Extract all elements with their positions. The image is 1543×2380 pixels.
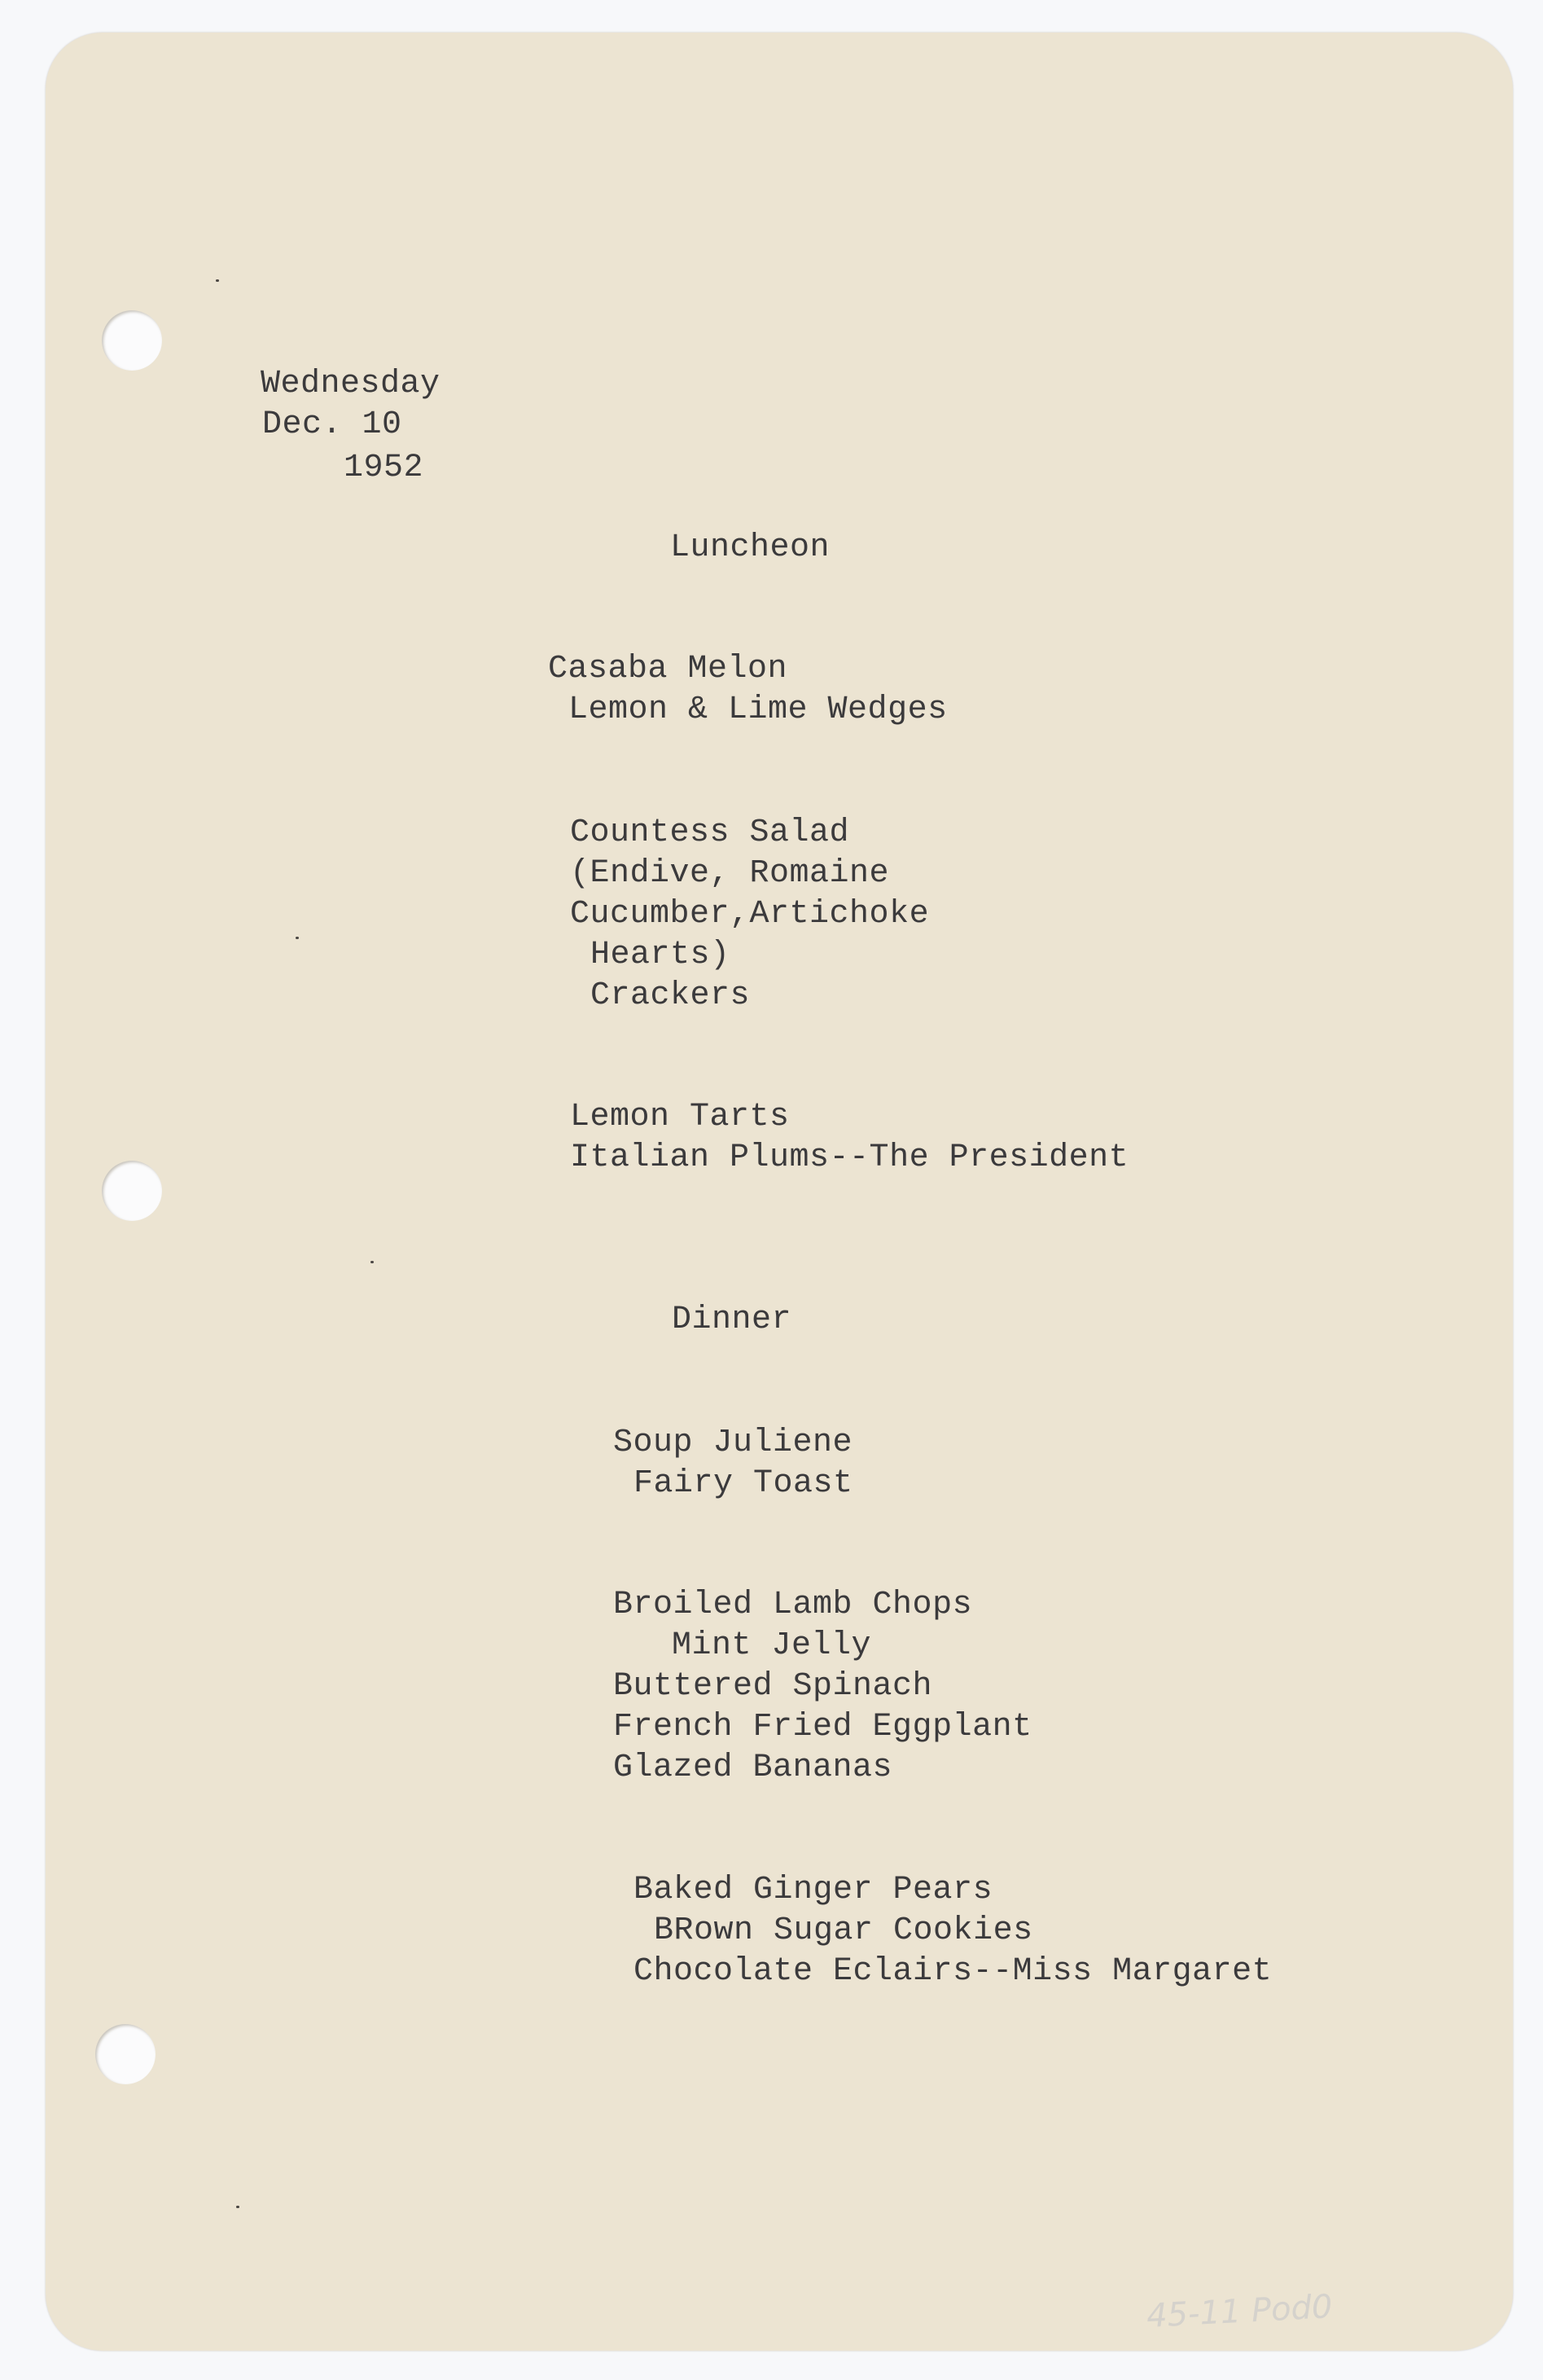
- menu-item: Crackers: [590, 977, 751, 1014]
- menu-item: BRown Sugar Cookies: [654, 1912, 1033, 1949]
- menu-item: French Fried Eggplant: [613, 1709, 1032, 1745]
- menu-item: Lemon & Lime Wedges: [568, 692, 948, 728]
- menu-item: Baked Ginger Pears: [633, 1872, 993, 1908]
- menu-item: Hearts): [590, 937, 730, 973]
- menu-item: Glazed Bananas: [613, 1750, 893, 1786]
- binder-hole-top: [102, 310, 162, 371]
- menu-item: Fairy Toast: [633, 1465, 853, 1502]
- menu-item: Mint Jelly: [672, 1627, 872, 1664]
- menu-item: Cucumber,Artichoke: [570, 896, 930, 933]
- date-month-day: Dec. 10: [262, 406, 402, 443]
- menu-item: Italian Plums--The President: [570, 1140, 1129, 1176]
- menu-item: Chocolate Eclairs--Miss Margaret: [633, 1953, 1273, 1990]
- ink-speck: [370, 1261, 374, 1263]
- ink-speck: [216, 279, 219, 282]
- binder-hole-middle: [102, 1161, 162, 1221]
- date-year: 1952: [344, 450, 424, 486]
- ink-speck: [236, 2206, 239, 2208]
- menu-item: Casaba Melon: [548, 651, 788, 687]
- menu-item: Broiled Lamb Chops: [613, 1587, 973, 1623]
- menu-item: Buttered Spinach: [613, 1668, 933, 1705]
- dinner-heading: Dinner: [672, 1302, 792, 1338]
- binder-hole-bottom: [95, 2024, 156, 2084]
- menu-item: (Endive, Romaine: [570, 855, 890, 892]
- ink-speck: [296, 937, 299, 939]
- luncheon-heading: Luncheon: [670, 529, 831, 566]
- date-weekday: Wednesday: [261, 366, 441, 402]
- pencil-note: 45-11 Pod0: [1145, 2288, 1334, 2335]
- menu-item: Countess Salad: [570, 815, 850, 851]
- menu-item: Lemon Tarts: [570, 1099, 790, 1135]
- menu-item: Soup Juliene: [613, 1425, 853, 1461]
